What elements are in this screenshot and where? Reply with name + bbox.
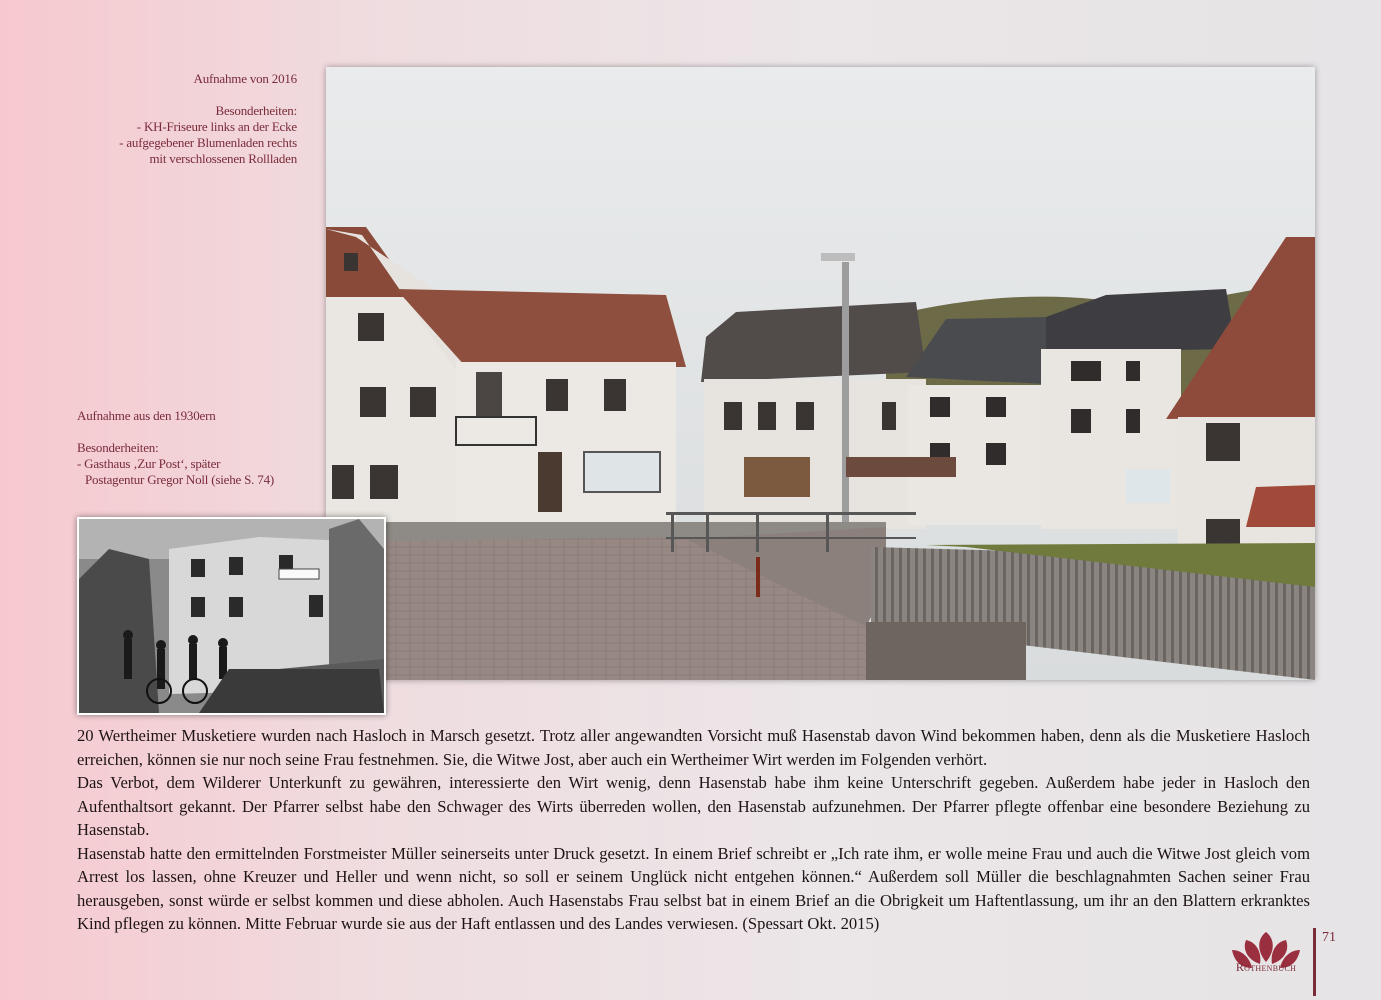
caption-2016-heading: Besonderheiten: (215, 103, 297, 118)
caption-2016 (37, 71, 297, 167)
body-text (77, 724, 1310, 936)
photo-1930s (77, 517, 386, 715)
caption-1930s-title: Aufnahme aus den 1930ern (77, 408, 216, 423)
caption-1930s (77, 408, 337, 488)
footer-rule (1313, 928, 1316, 996)
caption-1930s-heading: Besonderheiten: (77, 440, 159, 455)
footer-logo-text: Rothenbuch (1235, 960, 1297, 974)
caption-1930s-line: - Gasthaus ‚Zur Post‘, später (77, 456, 221, 471)
caption-2016-line: mit verschlossenen Rollladen (149, 151, 297, 166)
caption-2016-line: - KH-Friseure links an der Ecke (136, 119, 297, 134)
body-paragraph: Hasenstab hatte den ermittelnden Forstmeister Müller seinerseits unter Druck gesetzt. In einem Brief schreibt er „Ich rate ihm, er wolle meine Frau und auch die Witwe Jost gleich vom Arrest los lassen, ohne Kreuzer und Heller und wenn nicht, so soll er seinem Unglück nicht entgehen können.“ Außerdem soll Müller die beschlagnahmten Sachen seiner Frau herausgeben, sonst würde er selbst kommen und diese abholen. Auch Hasenstabs Frau selbst bat in einem Brief an die Obrigkeit um Haftentlassung, um ihr an den Blattern erkranktes Kind pflegen zu können. Mitte Februar wurde sie aus der Haft entlassen und des Landes verwiesen. (Spessart Okt. 2015) (77, 843, 1310, 933)
caption-1930s-line: Postagentur Gregor Noll (siehe S. 74) (85, 472, 275, 487)
caption-2016-line: - aufgegebener Blumenladen rechts (119, 135, 297, 150)
caption-2016-title: Aufnahme von 2016 (193, 71, 297, 86)
body-paragraph: 20 Wertheimer Musketiere wurden nach Hasloch in Marsch gesetzt. Trotz aller angewandten Vorsicht muß Hasenstab davon Wind bekommen haben, denn als die Musketiere Hasloch erreichen, können sie nur noch seine Frau festnehmen. Sie, die Witwe Jost, aber auch ein Wertheimer Wirt werden im Folgenden verhört. (77, 726, 1310, 769)
photo-2016 (326, 67, 1315, 680)
page-number: 71 (1322, 930, 1336, 945)
body-paragraph: Das Verbot, dem Wilderer Unterkunft zu gewähren, interessierte den Wirt wenig, denn Hasenstab habe ihm keine Unterschrift gegeben. Außerdem habe jeder in Hasloch den Aufenthaltsort gekannt. Der Pfarrer selbst habe den Schwager des Wirts überreden wollen, den Hasenstab aufzunehmen. Der Pfarrer pflegte offenbar eine besondere Beziehung zu Hasenstab. (77, 773, 1310, 839)
